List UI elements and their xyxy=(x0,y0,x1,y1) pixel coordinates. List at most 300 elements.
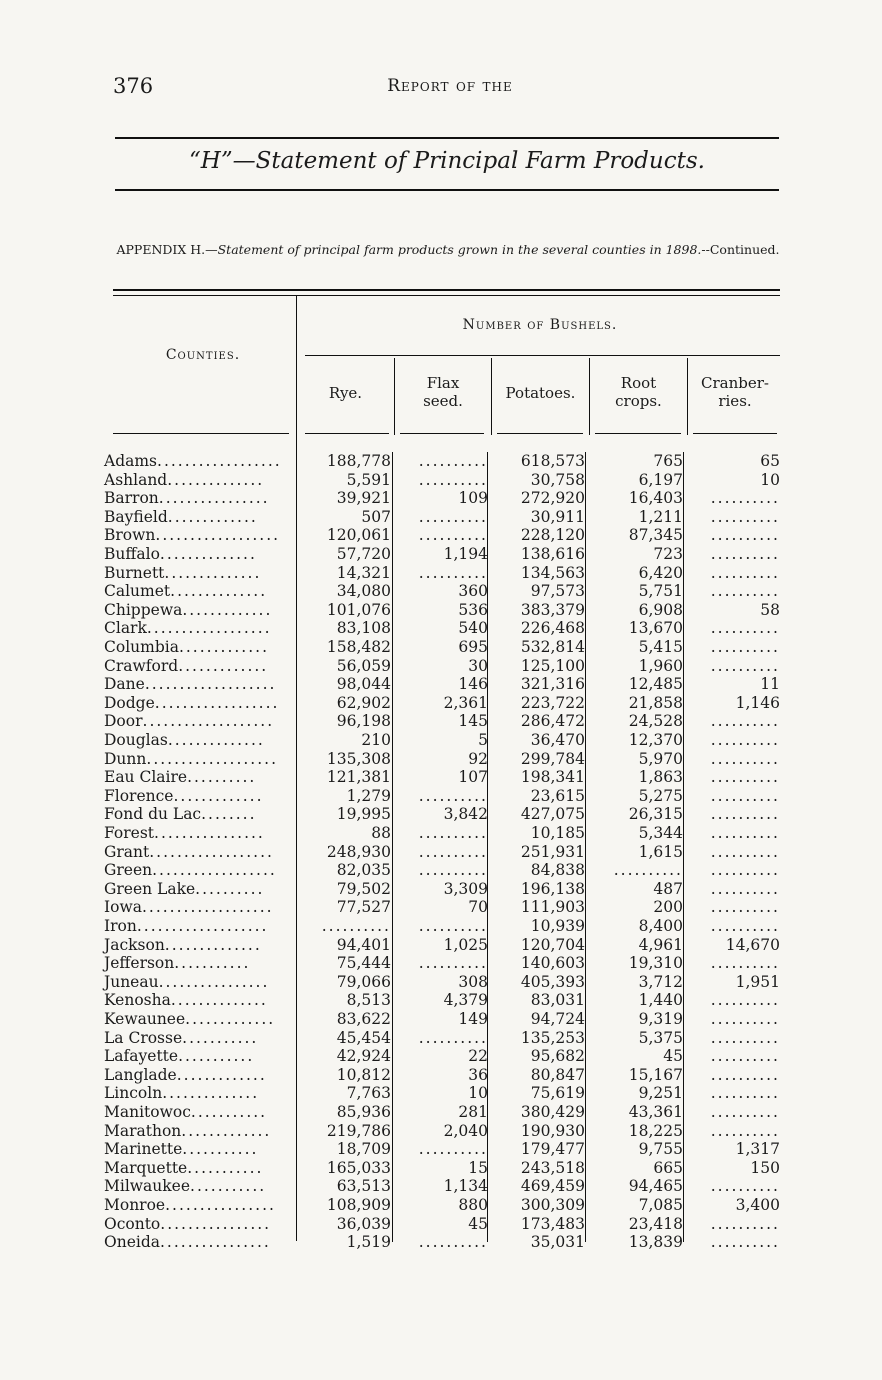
county-name: Dodge.................. xyxy=(104,693,280,712)
rye-cell: 77,527 xyxy=(336,898,391,917)
potatoes-cell: 223,722 xyxy=(520,693,585,712)
table-row xyxy=(100,526,782,545)
root-crops-cell: 13,839 xyxy=(628,1233,683,1252)
cranberries-cell: 65 xyxy=(760,452,780,470)
running-head: Report of the xyxy=(387,76,513,96)
rye-cell: 101,076 xyxy=(326,600,391,619)
dot-leader: ................... xyxy=(142,712,275,731)
flax-cell: 308 xyxy=(458,972,488,991)
dot-leader: ........... xyxy=(174,954,251,973)
potatoes-cell: 179,477 xyxy=(520,1140,585,1159)
flax-cell: .......... xyxy=(418,786,488,805)
title-rule-top xyxy=(115,137,779,139)
potatoes-cell: 286,472 xyxy=(520,712,585,731)
table-row xyxy=(100,657,782,676)
rye-cell: 158,482 xyxy=(326,638,391,656)
table-row xyxy=(100,489,782,508)
cranberries-cell: .......... xyxy=(710,1065,780,1084)
dot-leader: .................. xyxy=(149,842,274,861)
root-crops-cell: 9,251 xyxy=(638,1084,683,1103)
dot-leader: ................ xyxy=(158,489,270,508)
rye-cell: 19,995 xyxy=(336,805,391,824)
county-name: Bayfield............. xyxy=(104,507,258,526)
county-name: Lincoln.............. xyxy=(104,1084,260,1103)
dot-leader: ................ xyxy=(159,1233,271,1252)
potatoes-cell: 36,470 xyxy=(530,731,585,749)
flax-cell: 3,842 xyxy=(443,805,488,824)
county-name: Forest................ xyxy=(104,824,265,842)
table-row xyxy=(100,1215,782,1234)
rye-cell: 507 xyxy=(361,507,391,526)
table-row xyxy=(100,1103,782,1122)
county-name: Green Lake.......... xyxy=(104,879,265,898)
flax-cell: 360 xyxy=(458,582,488,601)
cranberries-cell: 1,951 xyxy=(735,972,780,991)
potatoes-cell: 321,316 xyxy=(520,675,585,694)
county-name: Manitowoc........... xyxy=(104,1103,268,1121)
rye-cell: 210 xyxy=(361,731,391,749)
rye-cell: 121,381 xyxy=(326,768,391,787)
root-crops-cell: 5,375 xyxy=(638,1028,683,1047)
potatoes-cell: 120,704 xyxy=(520,935,585,954)
cranberries-cell: 3,400 xyxy=(735,1196,780,1214)
table-row xyxy=(100,1122,782,1141)
cranberries-cell: .......... xyxy=(710,824,780,842)
dot-leader: ............. xyxy=(182,600,273,619)
county-name: Florence............. xyxy=(104,786,264,805)
group-header-rule xyxy=(305,355,780,356)
table-row xyxy=(100,675,782,694)
flax-cell: .......... xyxy=(418,507,488,526)
rye-cell: 42,924 xyxy=(336,1047,391,1066)
col-header-root xyxy=(590,374,687,410)
root-crops-cell: 200 xyxy=(653,898,683,917)
col-header-flax xyxy=(395,374,491,410)
rye-cell: 7,763 xyxy=(346,1084,391,1103)
dot-leader: ........... xyxy=(190,1103,268,1121)
dot-leader: .............. xyxy=(167,731,265,749)
dot-leader: ........... xyxy=(182,1140,259,1159)
root-crops-cell: 94,465 xyxy=(628,1177,683,1196)
county-name: Ashland.............. xyxy=(104,470,265,489)
table-row xyxy=(100,694,782,713)
col-header-cran-l1: Cranber- xyxy=(701,374,769,392)
cranberries-cell: 58 xyxy=(760,600,780,619)
county-name: Clark.................. xyxy=(104,619,272,638)
root-crops-cell: 1,440 xyxy=(638,991,683,1010)
county-name: Grant.................. xyxy=(104,842,274,861)
cranberries-cell: .......... xyxy=(710,731,780,749)
flax-cell: 540 xyxy=(458,619,488,638)
table-row xyxy=(100,1029,782,1048)
flax-cell: 10 xyxy=(468,1084,488,1103)
rye-cell: 120,061 xyxy=(326,526,391,545)
table-row xyxy=(100,731,782,750)
county-name: La Crosse........... xyxy=(104,1028,259,1047)
dot-leader: ............. xyxy=(178,656,269,675)
table-row xyxy=(100,564,782,583)
root-crops-cell: 723 xyxy=(653,545,683,563)
cranberries-cell: .......... xyxy=(710,861,780,880)
potatoes-cell: 10,185 xyxy=(530,824,585,842)
root-crops-cell: 19,310 xyxy=(628,954,683,973)
col-header-flax-l2: seed. xyxy=(423,392,463,410)
rye-cell: 96,198 xyxy=(336,712,391,731)
potatoes-cell: 140,603 xyxy=(520,954,585,973)
cranberries-cell: .......... xyxy=(710,1233,780,1252)
flax-cell: .......... xyxy=(418,917,488,935)
header-rule-cran xyxy=(693,433,777,434)
cranberries-cell: .......... xyxy=(710,619,780,638)
cranberries-cell: .......... xyxy=(710,507,780,526)
county-name: Crawford............. xyxy=(104,656,269,675)
potatoes-cell: 198,341 xyxy=(520,768,585,787)
cranberries-cell: .......... xyxy=(710,1084,780,1103)
flax-cell: 1,025 xyxy=(443,935,488,954)
rye-cell: 45,454 xyxy=(336,1028,391,1047)
root-crops-cell: 24,528 xyxy=(628,712,683,731)
cranberries-cell: .......... xyxy=(710,1047,780,1066)
cranberries-cell: .......... xyxy=(710,1103,780,1121)
county-name: Marinette........... xyxy=(104,1140,259,1159)
dot-leader: ................ xyxy=(154,824,265,842)
rye-cell: 165,033 xyxy=(326,1158,391,1177)
rye-cell: 34,080 xyxy=(336,582,391,601)
table-row xyxy=(100,824,782,843)
rye-cell: 85,936 xyxy=(336,1103,391,1121)
flax-cell: .......... xyxy=(418,470,488,489)
potatoes-cell: 97,573 xyxy=(530,582,585,601)
table-row xyxy=(100,1084,782,1103)
cranberries-cell: 1,146 xyxy=(735,693,780,712)
root-crops-cell: 26,315 xyxy=(628,805,683,824)
flax-cell: 536 xyxy=(458,600,488,619)
dot-leader: .................. xyxy=(146,619,272,638)
county-name: Juneau................ xyxy=(104,972,270,991)
rye-cell: 36,039 xyxy=(336,1214,391,1233)
root-crops-cell: .......... xyxy=(613,861,683,880)
rye-cell: 1,519 xyxy=(346,1233,391,1252)
root-crops-cell: 45 xyxy=(663,1047,683,1066)
potatoes-cell: 380,429 xyxy=(520,1103,585,1121)
table-row xyxy=(100,768,782,787)
table-row xyxy=(100,545,782,564)
rye-cell: 219,786 xyxy=(326,1121,391,1140)
rye-cell: 8,513 xyxy=(346,991,391,1010)
dot-leader: ........... xyxy=(178,1047,255,1066)
flax-cell: 30 xyxy=(468,656,488,675)
county-name: Douglas.............. xyxy=(104,731,265,749)
cranberries-cell: .......... xyxy=(710,917,780,935)
flax-cell: 1,194 xyxy=(443,545,488,563)
dot-leader: ............. xyxy=(173,786,264,805)
root-crops-cell: 87,345 xyxy=(628,526,683,545)
cranberries-cell: .......... xyxy=(710,842,780,861)
county-name: Jefferson........... xyxy=(104,954,251,973)
rye-cell: 88 xyxy=(371,824,391,842)
potatoes-cell: 300,309 xyxy=(520,1196,585,1214)
potatoes-cell: 618,573 xyxy=(520,452,585,470)
dot-leader: .......... xyxy=(187,768,257,787)
dot-leader: .............. xyxy=(170,582,268,601)
cranberries-cell: .......... xyxy=(710,786,780,805)
potatoes-cell: 173,483 xyxy=(520,1214,585,1233)
flax-cell: 146 xyxy=(458,675,488,694)
rye-cell: 188,778 xyxy=(326,452,391,470)
table-row xyxy=(100,880,782,899)
county-name: Kenosha.............. xyxy=(104,991,268,1010)
potatoes-cell: 30,758 xyxy=(530,470,585,489)
potatoes-cell: 427,075 xyxy=(520,805,585,824)
flax-cell: 70 xyxy=(468,898,488,917)
cranberries-cell: .......... xyxy=(710,638,780,656)
county-name: Oneida................ xyxy=(104,1233,271,1252)
flax-cell: 695 xyxy=(458,638,488,656)
county-name: Chippewa............. xyxy=(104,600,273,619)
dot-leader: ............. xyxy=(181,1121,272,1140)
appendix-text: Statement of principal farm products grown in the several counties in 1898. xyxy=(217,242,702,257)
county-name: Buffalo.............. xyxy=(104,545,257,563)
cranberries-cell: 10 xyxy=(760,470,780,489)
rye-cell: 63,513 xyxy=(336,1177,391,1196)
cranberries-cell: 150 xyxy=(750,1158,780,1177)
col-header-cran-l2: ries. xyxy=(718,392,752,410)
root-crops-cell: 16,403 xyxy=(628,489,683,508)
counties-header: Counties. xyxy=(165,347,241,363)
root-crops-cell: 12,370 xyxy=(628,731,683,749)
root-crops-cell: 765 xyxy=(653,452,683,470)
dot-leader: .......... xyxy=(195,879,265,898)
cranberries-cell: .......... xyxy=(710,879,780,898)
table-row xyxy=(100,1010,782,1029)
county-name: Langlade............. xyxy=(104,1065,267,1084)
flax-cell: 1,134 xyxy=(443,1177,488,1196)
page-title: “H”—Statement of Principal Farm Products. xyxy=(189,148,705,174)
title-rule-bottom xyxy=(115,189,779,191)
flax-cell: .......... xyxy=(418,954,488,973)
header-rule-root xyxy=(595,433,681,434)
rye-cell: 56,059 xyxy=(336,656,391,675)
potatoes-cell: 94,724 xyxy=(530,1010,585,1028)
table-row xyxy=(100,1177,782,1196)
root-crops-cell: 43,361 xyxy=(628,1103,683,1121)
flax-cell: .......... xyxy=(418,1140,488,1159)
potatoes-cell: 10,939 xyxy=(530,917,585,935)
col-header-cran xyxy=(688,374,782,410)
root-crops-cell: 487 xyxy=(653,879,683,898)
root-crops-cell: 6,197 xyxy=(638,470,683,489)
col-header-rye-l1: Rye. xyxy=(328,384,363,402)
root-crops-cell: 9,755 xyxy=(638,1140,683,1159)
dot-leader: .............. xyxy=(164,935,262,954)
table-row xyxy=(100,917,782,936)
potatoes-cell: 80,847 xyxy=(530,1065,585,1084)
potatoes-cell: 299,784 xyxy=(520,749,585,768)
county-name: Iowa................... xyxy=(104,898,274,917)
cranberries-cell: .......... xyxy=(710,489,780,508)
dot-leader: .................. xyxy=(154,693,280,712)
col-header-root-l2: crops. xyxy=(615,392,662,410)
flax-cell: 109 xyxy=(458,489,488,508)
rye-cell: 57,720 xyxy=(336,545,391,563)
cranberries-cell: 1,317 xyxy=(735,1140,780,1159)
page-number: 376 xyxy=(113,74,154,98)
table-row xyxy=(100,954,782,973)
rye-cell: 83,108 xyxy=(336,619,391,638)
cranberries-cell: .......... xyxy=(710,656,780,675)
county-name: Barron................ xyxy=(104,489,270,508)
cranberries-cell: 11 xyxy=(760,675,780,694)
flax-cell: .......... xyxy=(418,1028,488,1047)
table-row xyxy=(100,805,782,824)
flax-cell: .......... xyxy=(418,563,488,582)
rye-cell: 79,066 xyxy=(336,972,391,991)
county-name: Dane................... xyxy=(104,675,277,694)
cranberries-cell: .......... xyxy=(710,1028,780,1047)
root-crops-cell: 5,751 xyxy=(638,582,683,601)
cranberries-cell: .......... xyxy=(710,991,780,1010)
dot-leader: ................... xyxy=(136,917,269,935)
potatoes-cell: 196,138 xyxy=(520,879,585,898)
table-row xyxy=(100,508,782,527)
dot-leader: .............. xyxy=(159,545,257,563)
cranberries-cell: 14,670 xyxy=(725,935,780,954)
flax-cell: .......... xyxy=(418,824,488,842)
root-crops-cell: 18,225 xyxy=(628,1121,683,1140)
potatoes-cell: 383,379 xyxy=(520,600,585,619)
root-crops-cell: 3,712 xyxy=(638,972,683,991)
flax-cell: 2,040 xyxy=(443,1121,488,1140)
appendix-label: APPENDIX H.— xyxy=(116,242,218,257)
dot-leader: .................. xyxy=(155,526,281,545)
root-crops-cell: 4,961 xyxy=(638,935,683,954)
flax-cell: 36 xyxy=(468,1065,488,1084)
rye-cell: .......... xyxy=(321,917,391,935)
flax-cell: 2,361 xyxy=(443,693,488,712)
rye-cell: 82,035 xyxy=(336,861,391,880)
rye-cell: 83,622 xyxy=(336,1010,391,1028)
table-row xyxy=(100,638,782,657)
county-name: Marquette........... xyxy=(104,1158,264,1177)
root-crops-cell: 21,858 xyxy=(628,693,683,712)
table-row xyxy=(100,471,782,490)
flax-cell: 281 xyxy=(458,1103,488,1121)
table-rule-top xyxy=(113,289,780,291)
dot-leader: ........... xyxy=(182,1028,259,1047)
potatoes-cell: 75,619 xyxy=(530,1084,585,1103)
dot-leader: ............. xyxy=(178,638,270,656)
root-crops-cell: 6,908 xyxy=(638,600,683,619)
cranberries-cell: .......... xyxy=(710,749,780,768)
rye-cell: 14,321 xyxy=(336,563,391,582)
dot-leader: ................... xyxy=(144,675,277,694)
dot-leader: ................ xyxy=(158,972,270,991)
table-row xyxy=(100,601,782,620)
root-crops-cell: 5,970 xyxy=(638,749,683,768)
table-row xyxy=(100,861,782,880)
rye-cell: 79,502 xyxy=(336,879,391,898)
dot-leader: ................ xyxy=(160,1214,272,1233)
county-name: Adams.................. xyxy=(104,452,282,470)
potatoes-cell: 35,031 xyxy=(530,1233,585,1252)
flax-cell: .......... xyxy=(418,861,488,880)
potatoes-cell: 23,615 xyxy=(530,786,585,805)
table-row xyxy=(100,582,782,601)
county-name: Monroe................ xyxy=(104,1196,276,1214)
potatoes-cell: 532,814 xyxy=(520,638,585,656)
dot-leader: ................... xyxy=(141,898,274,917)
cranberries-cell: .......... xyxy=(710,563,780,582)
header-rule-potatoes xyxy=(497,433,583,434)
root-crops-cell: 1,960 xyxy=(638,656,683,675)
flax-cell: 3,309 xyxy=(443,879,488,898)
rye-cell: 98,044 xyxy=(336,675,391,694)
cranberries-cell: .......... xyxy=(710,545,780,563)
rye-cell: 94,401 xyxy=(336,935,391,954)
dot-leader: ............. xyxy=(167,507,258,526)
county-name: Lafayette........... xyxy=(104,1047,255,1066)
root-crops-cell: 8,400 xyxy=(638,917,683,935)
cranberries-cell: .......... xyxy=(710,1010,780,1028)
county-name: Green.................. xyxy=(104,861,277,880)
potatoes-cell: 190,930 xyxy=(520,1121,585,1140)
header-rule-flax xyxy=(400,433,484,434)
appendix-caption xyxy=(113,242,783,257)
county-name: Iron................... xyxy=(104,917,269,935)
root-crops-cell: 5,275 xyxy=(638,786,683,805)
root-crops-cell: 15,167 xyxy=(628,1065,683,1084)
cranberries-cell: .......... xyxy=(710,898,780,917)
flax-cell: 22 xyxy=(468,1047,488,1066)
dot-leader: .............. xyxy=(170,991,268,1010)
county-name: Kewaunee............. xyxy=(104,1010,276,1028)
county-name: Fond du Lac........ xyxy=(104,805,257,824)
root-crops-cell: 1,615 xyxy=(638,842,683,861)
col-header-potatoes-l1: Potatoes. xyxy=(505,384,576,402)
dot-leader: .................. xyxy=(152,861,277,880)
flax-cell: .......... xyxy=(418,1233,488,1252)
appendix-suffix: --Continued. xyxy=(701,242,780,257)
county-name: Marathon............. xyxy=(104,1121,272,1140)
table-row xyxy=(100,973,782,992)
county-name: Calumet.............. xyxy=(104,582,268,601)
rye-cell: 62,902 xyxy=(336,693,391,712)
flax-cell: 4,379 xyxy=(443,991,488,1010)
dot-leader: .................. xyxy=(157,452,282,470)
potatoes-cell: 405,393 xyxy=(520,972,585,991)
flax-cell: .......... xyxy=(418,526,488,545)
table-row xyxy=(100,619,782,638)
flax-cell: .......... xyxy=(418,452,488,470)
col-header-potatoes xyxy=(492,384,589,402)
potatoes-cell: 138,616 xyxy=(520,545,585,563)
dot-leader: ........ xyxy=(201,805,257,824)
county-name: Columbia............. xyxy=(104,638,270,656)
table-row xyxy=(100,843,782,862)
flax-cell: 880 xyxy=(458,1196,488,1214)
rye-cell: 39,921 xyxy=(336,489,391,508)
col-header-rye xyxy=(297,384,394,402)
cranberries-cell: .......... xyxy=(710,526,780,545)
dot-leader: ........... xyxy=(187,1158,264,1177)
table-row xyxy=(100,452,782,471)
rye-cell: 18,709 xyxy=(336,1140,391,1159)
col-header-flax-l1: Flax xyxy=(426,374,460,392)
county-name: Door................... xyxy=(104,712,275,731)
rye-cell: 135,308 xyxy=(326,749,391,768)
cranberries-cell: .......... xyxy=(710,582,780,601)
potatoes-cell: 95,682 xyxy=(530,1047,585,1066)
